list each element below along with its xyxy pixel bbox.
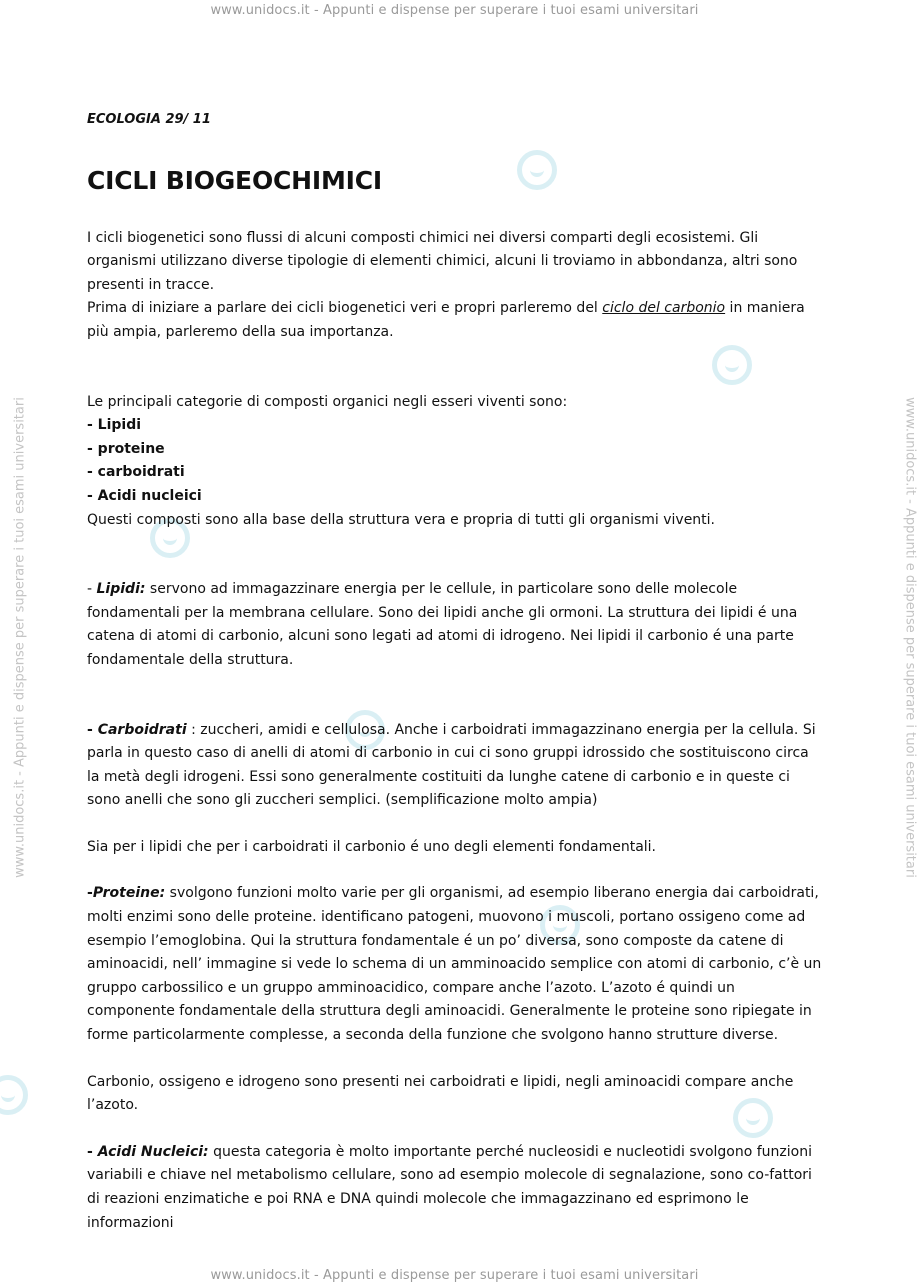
watermark-logo-icon (0, 1075, 28, 1115)
lipidi-paragraph (87, 578, 822, 672)
bullet-dash: - (87, 721, 98, 738)
page-title: CICLI BIOGEOCHIMICI (87, 165, 382, 195)
list-item: - carboidrati (87, 464, 185, 481)
categories-outro: Questi composti sono alla base della struttura vera e propria di tutti gli organismi viventi. (87, 511, 716, 528)
lipidi-term: Lipidi: (96, 581, 146, 598)
intro-text-a: Prima di iniziare a parlare dei cicli biogenetici veri e propri parleremo del (87, 300, 603, 317)
proteine-text: svolgono funzioni molto varie per gli organismi, ad esempio liberano energia dai carboidrati, molti enzimi sono delle proteine. identificano patogeni, muovono i muscoli, portano ossigeno come ad esempio l’emoglobina. Qui la struttura fondamentale é un po’ diversa, sono composte da catene di aminoacidi, nell’ immagine si vede lo schema di un amminoacido semplice con atomi di carbonio, c’è un gruppo carbossilico e un gruppo amminoacidico, compare anche l’azoto. L’azoto é quindi un componente fondamentale della struttura degli aminoacidi. Generalmente le proteine sono ripiegate in forme particolarmente complesse, a seconda della funzione che svolgono hanno strutture diverse. (87, 885, 822, 1044)
intro-text-b: in maniera più ampia, parleremo della sua importanza. (87, 300, 805, 340)
carboidrati-paragraph (87, 719, 822, 813)
carboidrati-text: : zuccheri, amidi e cellulosa. Anche i carboidrati immagazzinano energia per la cellula. Si parla in questo caso di anelli di atomi di carbonio in cui ci sono gruppi idrossido che sostituiscono circa la metà degli idrogeni. Essi sono generalmente costituiti da lunghe catene di carbonio e in queste ci sono anelli che sono gli zuccheri semplici. (semplificazione molto ampia) (87, 721, 816, 809)
ciclo-carbonio-link: ciclo del carbonio (602, 300, 726, 317)
watermark-footer: www.unidocs.it - Appunti e dispense per superare i tuoi esami universitari (210, 1268, 699, 1283)
carbon-note: Sia per i lipidi che per i carboidrati il carbonio é uno degli elementi fondamentali. (87, 838, 656, 855)
bullet-dash: - (87, 581, 97, 598)
watermark-side-left: www.unidocs.it - Appunti e dispense per superare i tuoi esami universitari (12, 397, 28, 878)
bullet-dash: - (87, 1143, 98, 1160)
elements-note: Carbonio, ossigeno e idrogeno sono presenti nei carboidrati e lipidi, negli aminoacidi compare anche l’azoto. (87, 1073, 794, 1114)
intro-paragraph-2 (87, 297, 822, 344)
intro-paragraph: I cicli biogenetici sono flussi di alcuni composti chimici nei diversi comparti degli ecosistemi. Gli organismi utilizzano diverse tipologie di elementi chimici, alcuni li troviamo in abbondanza, altri sono presenti in tracce. (87, 229, 798, 293)
watermark-header: www.unidocs.it - Appunti e dispense per superare i tuoi esami universitari (210, 3, 699, 18)
acidi-text: questa categoria è molto importante perché nucleosidi e nucleotidi svolgono funzioni variabili e chiave nel metabolismo cellulare, sono ad esempio molecole di segnalazione, sono co-fattori di reazioni enzimatiche e poi RNA e DNA quindi molecole che immagazzinano ed esprimono le informazioni (87, 1143, 812, 1231)
document-body (87, 108, 822, 1235)
list-item: - Lipidi (87, 417, 142, 434)
proteine-term: Proteine: (92, 885, 166, 902)
bullet-dash: - (87, 885, 93, 902)
document-header: ECOLOGIA 29/ 11 (87, 112, 211, 127)
watermark-side-right: www.unidocs.it - Appunti e dispense per superare i tuoi esami universitari (902, 397, 918, 878)
list-item: - proteine (87, 440, 165, 457)
carboidrati-term: Carboidrati (97, 721, 187, 738)
categories-intro: Le principali categorie di composti organici negli esseri viventi sono: (87, 393, 568, 410)
lipidi-text: servono ad immagazzinare energia per le cellule, in particolare sono delle molecole fondamentali per la membrana cellulare. Sono dei lipidi anche gli ormoni. La struttura dei lipidi é una catena di atomi di carbonio, alcuni sono legati ad atomi di idrogeno. Nei lipidi il carbonio é una parte fondamentale della struttura. (87, 581, 798, 668)
acidi-term: Acidi Nucleici: (97, 1143, 209, 1160)
proteine-paragraph (87, 882, 822, 1047)
acidi-paragraph (87, 1141, 822, 1235)
list-item: - Acidi nucleici (87, 487, 202, 504)
